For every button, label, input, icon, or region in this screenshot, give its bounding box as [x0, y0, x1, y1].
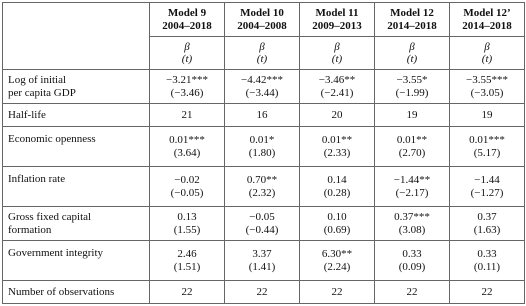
t-statistic: (0.69): [323, 223, 351, 236]
t-statistic: (−1.99): [395, 86, 429, 99]
coefficient: −4.42***: [241, 73, 283, 86]
coefficient: 0.01***: [469, 133, 505, 146]
t-statistic: (−0.05): [170, 186, 204, 199]
coefficient: 22: [331, 285, 343, 298]
beta-symbol: β: [484, 41, 490, 53]
coefficient: 0.33: [402, 247, 422, 260]
value-cell: [300, 104, 375, 127]
value-cell: [150, 167, 225, 207]
header-row: [3, 3, 525, 37]
subheader-cell: [450, 37, 525, 70]
value-cell: [450, 241, 525, 281]
t-statistic: (−3.05): [470, 86, 504, 99]
coefficient: 0.01**: [396, 133, 428, 146]
coefficient: 0.13: [177, 210, 197, 223]
row-label: [3, 241, 150, 281]
regression-results-table: [2, 2, 525, 304]
coefficient: 22: [181, 285, 193, 298]
t-statistic: (3.64): [173, 146, 201, 159]
value-cell: [225, 70, 300, 104]
value-cell: [150, 104, 225, 127]
coefficient: 22: [481, 285, 493, 298]
coefficient: 21: [181, 108, 193, 121]
value-cell: [225, 241, 300, 281]
value-cell: [450, 281, 525, 304]
value-cell: [375, 70, 450, 104]
value-cell: [300, 207, 375, 241]
column-header: [450, 3, 525, 37]
subheader-cell: [150, 37, 225, 70]
model-period: 2014–2018: [387, 19, 437, 32]
coefficient: −0.02: [174, 173, 200, 186]
value-cell: [300, 281, 375, 304]
coefficient: 22: [406, 285, 418, 298]
value-cell: [450, 167, 525, 207]
row-label-line: Government integrity: [8, 247, 104, 259]
table-row: [3, 104, 525, 127]
value-cell: [450, 127, 525, 167]
coefficient: 16: [256, 108, 268, 121]
model-name: Model 10: [240, 6, 284, 19]
value-cell: [225, 127, 300, 167]
value-cell: [450, 70, 525, 104]
value-cell: [150, 70, 225, 104]
coefficient: 0.10: [327, 210, 347, 223]
coefficient: 0.70**: [246, 173, 278, 186]
t-statistic: (−2.17): [395, 186, 429, 199]
value-cell: [150, 127, 225, 167]
t-statistic: (1.80): [248, 146, 276, 159]
model-name: Model 12’: [463, 6, 511, 19]
value-cell: [150, 281, 225, 304]
row-label-line: Half-life: [8, 108, 46, 121]
t-statistic: (0.11): [473, 260, 501, 273]
coefficient: 19: [481, 108, 493, 121]
beta-symbol: β: [184, 41, 190, 53]
column-header: [150, 3, 225, 37]
value-cell: [375, 104, 450, 127]
value-cell: [450, 207, 525, 241]
value-cell: [375, 241, 450, 281]
t-statistic: (1.55): [173, 223, 201, 236]
value-cell: [300, 167, 375, 207]
value-cell: [225, 281, 300, 304]
header-corner-cell: [3, 3, 150, 70]
coefficient: −1.44: [474, 173, 500, 186]
coefficient: 2.46: [177, 247, 197, 260]
coefficient: −3.55***: [466, 73, 508, 86]
row-label-line: Economic openness: [8, 133, 96, 145]
beta-symbol: β: [409, 41, 415, 53]
model-period: 2009–2013: [312, 19, 362, 32]
value-cell: [375, 167, 450, 207]
subheader-cell: [375, 37, 450, 70]
t-statistic: (−1.27): [470, 186, 504, 199]
model-period: 2004–2008: [237, 19, 287, 32]
subheader-cell: [225, 37, 300, 70]
t-statistic: (0.09): [398, 260, 426, 273]
row-label: [3, 70, 150, 104]
coefficient: −0.05: [249, 210, 275, 223]
beta-symbol: β: [334, 41, 340, 53]
coefficient: −3.46**: [318, 73, 356, 86]
row-label-line: Inflation rate: [8, 173, 66, 185]
t-statistic: (0.28): [323, 186, 351, 199]
row-label: [3, 104, 150, 127]
beta-symbol: β: [259, 41, 265, 53]
column-header: [225, 3, 300, 37]
coefficient: 20: [331, 108, 343, 121]
row-label-line: Number of observations: [8, 285, 115, 298]
value-cell: [375, 207, 450, 241]
row-label-line: Gross fixed capital: [8, 210, 92, 223]
t-symbol: (t): [256, 53, 268, 65]
coefficient: 3.37: [252, 247, 272, 260]
coefficient: −1.44**: [393, 173, 431, 186]
coefficient: 0.14: [327, 173, 347, 186]
t-symbol: (t): [181, 53, 193, 65]
coefficient: 22: [256, 285, 268, 298]
value-cell: [375, 281, 450, 304]
column-header: [300, 3, 375, 37]
t-statistic: (3.08): [398, 223, 426, 236]
value-cell: [225, 104, 300, 127]
row-label: [3, 207, 150, 241]
t-statistic: (1.41): [248, 260, 276, 273]
t-statistic: (2.32): [248, 186, 276, 199]
t-symbol: (t): [481, 53, 493, 65]
subheader-cell: [300, 37, 375, 70]
t-statistic: (−3.44): [245, 86, 279, 99]
t-symbol: (t): [406, 53, 418, 65]
value-cell: [450, 104, 525, 127]
table-row: [3, 281, 525, 304]
coefficient: −3.21***: [166, 73, 208, 86]
t-symbol: (t): [331, 53, 343, 65]
row-label-line: formation: [8, 223, 52, 236]
table-row: [3, 127, 525, 167]
value-cell: [375, 127, 450, 167]
table-row: [3, 167, 525, 207]
coefficient: 0.33: [477, 247, 497, 260]
coefficient: 19: [406, 108, 418, 121]
value-cell: [300, 127, 375, 167]
t-statistic: (−3.46): [170, 86, 204, 99]
coefficient: 0.37: [477, 210, 497, 223]
value-cell: [300, 70, 375, 104]
model-name: Model 9: [167, 6, 207, 19]
t-statistic: (−2.41): [320, 86, 354, 99]
value-cell: [150, 207, 225, 241]
coefficient: 0.37***: [394, 210, 430, 223]
row-label: [3, 281, 150, 304]
t-statistic: (2.33): [323, 146, 351, 159]
table-row: [3, 241, 525, 281]
model-name: Model 11: [315, 6, 359, 19]
row-label: [3, 167, 150, 207]
value-cell: [225, 207, 300, 241]
model-name: Model 12: [390, 6, 434, 19]
value-cell: [225, 167, 300, 207]
row-label: [3, 127, 150, 167]
table-row: [3, 207, 525, 241]
table-row: [3, 70, 525, 104]
model-period: 2014–2018: [462, 19, 512, 32]
value-cell: [150, 241, 225, 281]
t-statistic: (1.51): [173, 260, 201, 273]
t-statistic: (2.24): [323, 260, 351, 273]
column-header: [375, 3, 450, 37]
t-statistic: (2.70): [398, 146, 426, 159]
coefficient: 6.30**: [321, 247, 353, 260]
coefficient: 0.01*: [249, 133, 275, 146]
coefficient: 0.01**: [321, 133, 353, 146]
model-period: 2004–2018: [162, 19, 212, 32]
coefficient: 0.01***: [169, 133, 205, 146]
value-cell: [300, 241, 375, 281]
row-label-line: Log of initial: [8, 73, 67, 86]
t-statistic: (5.17): [473, 146, 501, 159]
t-statistic: (1.63): [473, 223, 501, 236]
coefficient: −3.55*: [396, 73, 428, 86]
row-label-line: per capita GDP: [8, 86, 76, 99]
t-statistic: (−0.44): [245, 223, 279, 236]
